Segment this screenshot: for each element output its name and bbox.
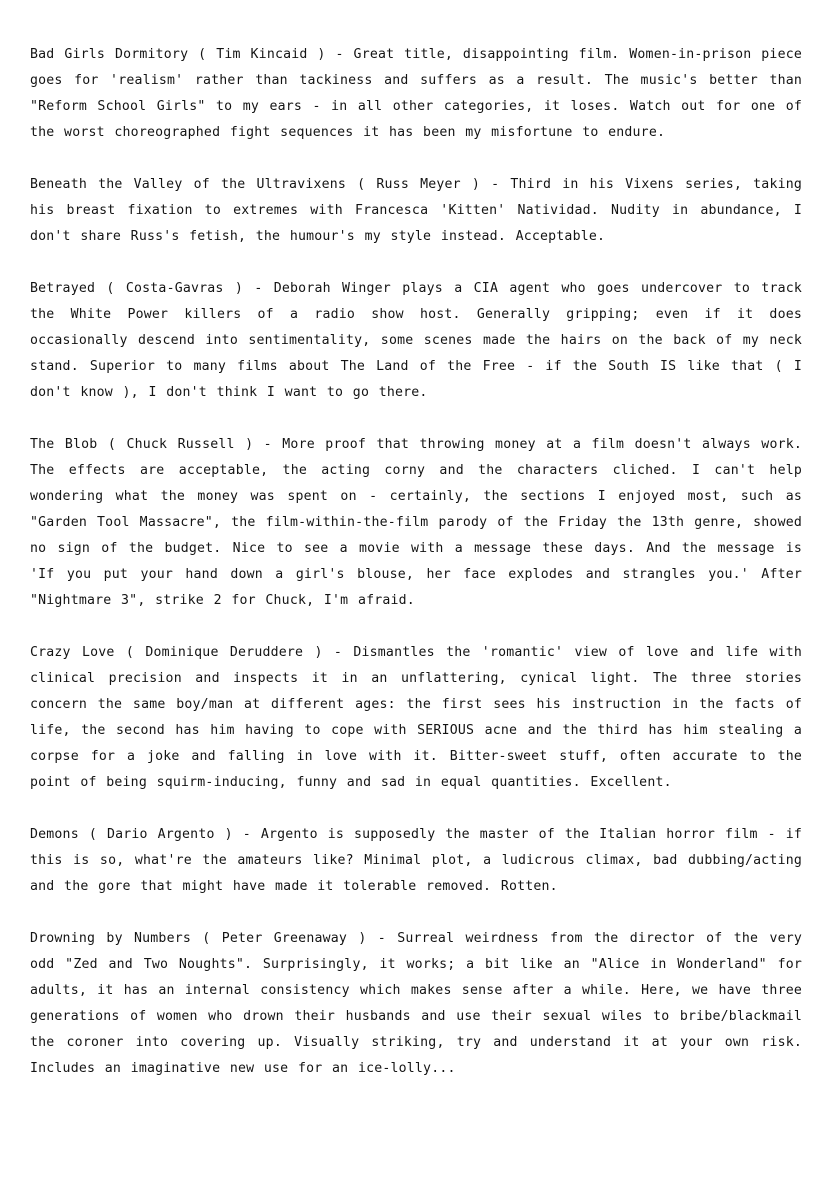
review-entry: Beneath the Valley of the Ultravixens ( Russ Meyer ) - Third in his Vixens series, taking his breast fixation to extremes with Francesca 'Kitten' Natividad. Nudity in abundance, I don't share Russ's fetish, the humour's my style instead. Acceptable. <box>30 177 802 244</box>
review-entry: The Blob ( Chuck Russell ) - More proof that throwing money at a film doesn't always work. The effects are acceptable, the acting corny and the characters cliched. I can't help wondering what the money was spent on - certainly, the sections I enjoyed most, such as "Garden Tool Massacre", the film-within-the-film parody of the Friday the 13th genre, showed no sign of the budget. Nice to see a movie with a message these days. And the message is 'If you put your hand down a girl's blouse, her face explodes and strangles you.' After "Nightmare 3", strike 2 for Chuck, I'm afraid. <box>30 437 802 608</box>
review-entry: Drowning by Numbers ( Peter Greenaway ) - Surreal weirdness from the director of the very odd "Zed and Two Noughts". Surprisingly, it works; a bit like an "Alice in Wonderland" for adults, it has an internal consistency which makes sense after a while. Here, we have three generations of women who drown their husbands and use their sexual wiles to bribe/blackmail the coroner into covering up. Visually striking, try and understand it at your own risk. Includes an imaginative new use for an ice-lolly... <box>30 931 802 1076</box>
review-entry: Crazy Love ( Dominique Deruddere ) - Dismantles the 'romantic' view of love and life with clinical precision and inspects it in an unflattering, cynical light. The three stories concern the same boy/man at different ages: the first sees his instruction in the facts of life, the second has him having to cope with SERIOUS acne and the third has him stealing a corpse for a joke and falling in love with it. Bitter-sweet stuff, often accurate to the point of being squirm-inducing, funny and sad in equal quantities. Excellent. <box>30 645 802 790</box>
review-entry: Bad Girls Dormitory ( Tim Kincaid ) - Great title, disappointing film. Women-in-prison piece goes for 'realism' rather than tackiness and suffers as a result. The music's better than "Reform School Girls" to my ears - in all other categories, it loses. Watch out for one of the worst choreographed fight sequences it has been my misfortune to endure. <box>30 47 802 140</box>
review-entry: Demons ( Dario Argento ) - Argento is supposedly the master of the Italian horror film - if this is so, what're the amateurs like? Minimal plot, a ludicrous climax, bad dubbing/acting and the gore that might have made it tolerable removed. Rotten. <box>30 827 802 894</box>
review-entry: Betrayed ( Costa-Gavras ) - Deborah Winger plays a CIA agent who goes undercover to track the White Power killers of a radio show host. Generally gripping; even if it does occasionally descend into sentimentality, some scenes made the hairs on the back of my neck stand. Superior to many films about The Land of the Free - if the South IS like that ( I don't know ), I don't think I want to go there. <box>30 281 802 400</box>
